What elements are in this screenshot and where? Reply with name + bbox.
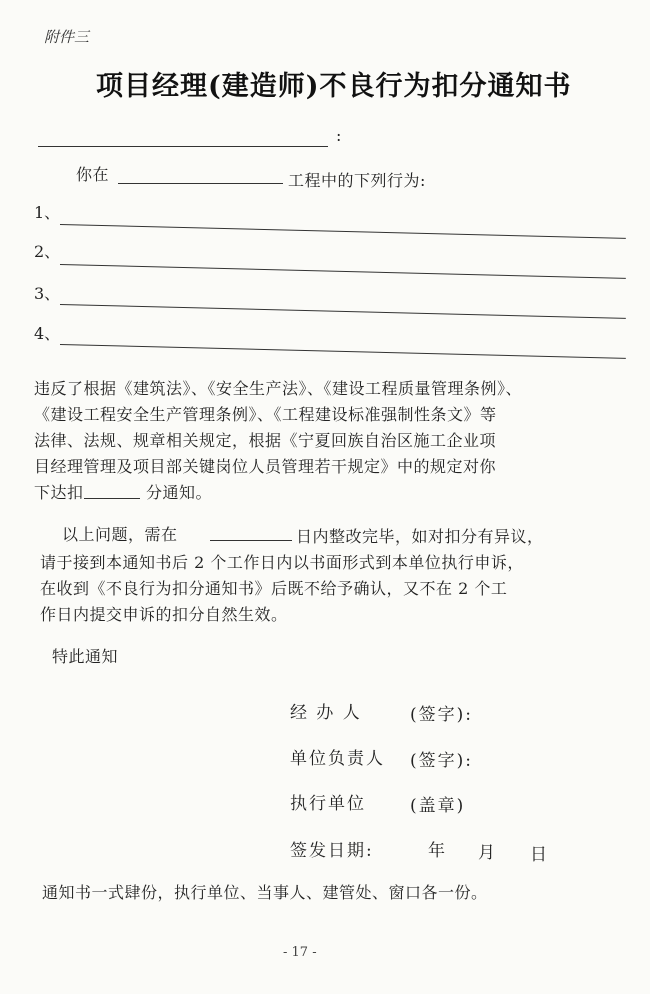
- appeal-line: 请于接到本通知书后 2 个工作日内以书面形式到本单位执行申诉，: [40, 553, 524, 572]
- item-blank[interactable]: [60, 224, 626, 239]
- intro-suffix: 工程中的下列行为:: [288, 171, 426, 190]
- addressee-blank[interactable]: [38, 146, 328, 147]
- item-number: 2、: [34, 242, 61, 261]
- issue-date-year[interactable]: 年: [428, 841, 447, 861]
- deduct-suffix: 分通知。: [146, 483, 213, 502]
- issue-date-month[interactable]: 月: [478, 843, 497, 863]
- rectify-suffix: 日内整改完毕，如对扣分有异议，: [296, 527, 544, 546]
- page-title: 项目经理(建造师)不良行为扣分通知书: [96, 71, 572, 102]
- handler-label: 经 办 人: [290, 703, 362, 723]
- item-blank[interactable]: [60, 344, 626, 359]
- footer-note: 通知书一式肆份，执行单位、当事人、建管处、窗口各一份。: [42, 883, 488, 902]
- item-number: 4、: [34, 324, 61, 343]
- rectify-days-blank[interactable]: [210, 540, 292, 541]
- issue-date-day[interactable]: 日: [530, 845, 549, 865]
- appeal-line: 作日内提交申诉的扣分自然生效。: [40, 605, 288, 624]
- item-number: 3、: [34, 284, 61, 303]
- handler-signature-field[interactable]: (签字):: [410, 705, 473, 725]
- deduct-points-blank[interactable]: [84, 498, 140, 499]
- annex-label: 附件三: [44, 28, 90, 46]
- item-blank[interactable]: [60, 264, 626, 279]
- project-name-blank[interactable]: [118, 183, 283, 184]
- violation-line: 违反了根据《建筑法》、《安全生产法》、《建设工程质量管理条例》、: [34, 379, 523, 398]
- violation-line: 目经理管理及项目部关键岗位人员管理若干规定》中的规定对你: [34, 457, 497, 476]
- notice-text: 特此通知: [52, 647, 119, 666]
- appeal-line: 在收到《不良行为扣分通知书》后既不给予确认，又不在 2 个工: [40, 579, 508, 598]
- item-number: 1、: [34, 203, 61, 222]
- violation-line: 法律、法规、规章相关规定，根据《宁夏回族自治区施工企业项: [34, 431, 497, 450]
- item-blank[interactable]: [60, 304, 626, 319]
- issue-date-label: 签发日期:: [290, 841, 374, 861]
- rectify-prefix: 以上问题，需在: [62, 525, 178, 544]
- deduct-prefix: 下达扣: [34, 483, 84, 502]
- executing-unit-stamp-field[interactable]: (盖章): [410, 796, 466, 816]
- violation-line: 《建设工程安全生产管理条例》、《工程建设标准强制性条文》等: [34, 405, 497, 424]
- executing-unit-label: 执行单位: [290, 794, 366, 814]
- intro-prefix: 你在: [76, 165, 110, 184]
- addressee-colon: :: [336, 126, 342, 145]
- page-number: - 17 -: [283, 945, 317, 960]
- unit-head-label: 单位负责人: [290, 749, 385, 769]
- unit-head-signature-field[interactable]: (签字):: [410, 751, 473, 771]
